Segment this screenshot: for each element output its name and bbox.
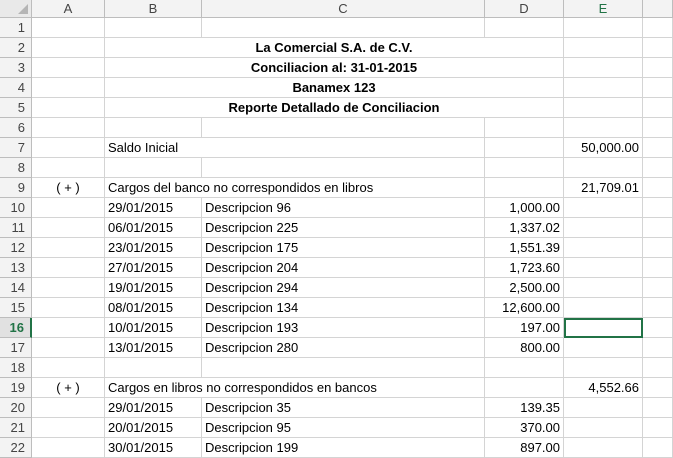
- item-description[interactable]: Descripcion 96: [202, 198, 485, 218]
- cell-e4[interactable]: [564, 78, 643, 98]
- column-header-a[interactable]: A: [32, 0, 105, 18]
- cell-d1[interactable]: [485, 18, 564, 38]
- cell-f3[interactable]: [643, 58, 673, 78]
- item-amount[interactable]: 1,000.00: [485, 198, 564, 218]
- report-company-name[interactable]: La Comercial S.A. de C.V.: [105, 38, 564, 58]
- row-header-11[interactable]: 11: [0, 218, 32, 238]
- cell-f16[interactable]: [643, 318, 673, 338]
- report-title[interactable]: Reporte Detallado de Conciliacion: [105, 98, 564, 118]
- cell-d19[interactable]: [485, 378, 564, 398]
- row-header-7[interactable]: 7: [0, 138, 32, 158]
- cell-f17[interactable]: [643, 338, 673, 358]
- table-row: [0, 218, 667, 238]
- cell-f22[interactable]: [643, 438, 673, 458]
- row-7: [0, 138, 667, 158]
- row-5: [0, 98, 667, 118]
- cell-e22[interactable]: [564, 438, 643, 458]
- cell-f18[interactable]: [643, 358, 673, 378]
- item-amount[interactable]: 12,600.00: [485, 298, 564, 318]
- row-header-6[interactable]: 6: [0, 118, 32, 138]
- item-description[interactable]: Descripcion 225: [202, 218, 485, 238]
- cell-f21[interactable]: [643, 418, 673, 438]
- row-header-2[interactable]: 2: [0, 38, 32, 58]
- cell-a2[interactable]: [32, 38, 105, 58]
- cell-b1[interactable]: [105, 18, 202, 38]
- row-4: [0, 78, 667, 98]
- section2-marker[interactable]: ( + ): [32, 378, 105, 398]
- item-date[interactable]: 20/01/2015: [105, 418, 202, 438]
- cell-f9[interactable]: [643, 178, 673, 198]
- cell-a14[interactable]: [32, 278, 105, 298]
- row-2: [0, 38, 667, 58]
- item-description[interactable]: Descripcion 95: [202, 418, 485, 438]
- cell-c8[interactable]: [202, 158, 485, 178]
- cell-e17[interactable]: [564, 338, 643, 358]
- item-description[interactable]: Descripcion 134: [202, 298, 485, 318]
- item-amount[interactable]: 1,723.60: [485, 258, 564, 278]
- row-header-13[interactable]: 13: [0, 258, 32, 278]
- item-date[interactable]: 27/01/2015: [105, 258, 202, 278]
- cell-a8[interactable]: [32, 158, 105, 178]
- cell-f10[interactable]: [643, 198, 673, 218]
- row-header-18[interactable]: 18: [0, 358, 32, 378]
- item-date[interactable]: 10/01/2015: [105, 318, 202, 338]
- item-amount[interactable]: 1,551.39: [485, 238, 564, 258]
- cell-f4[interactable]: [643, 78, 673, 98]
- section1-marker[interactable]: ( + ): [32, 178, 105, 198]
- row-18: [0, 358, 667, 378]
- cell-f20[interactable]: [643, 398, 673, 418]
- table-row: [0, 418, 667, 438]
- row-header-22[interactable]: 22: [0, 438, 32, 458]
- row-header-4[interactable]: 4: [0, 78, 32, 98]
- item-description[interactable]: Descripcion 193: [202, 318, 485, 338]
- section2-title[interactable]: Cargos en libros no correspondidos en bancos: [105, 378, 202, 398]
- item-amount[interactable]: 1,337.02: [485, 218, 564, 238]
- cell-d8[interactable]: [485, 158, 564, 178]
- cell-a15[interactable]: [32, 298, 105, 318]
- cell-a17[interactable]: [32, 338, 105, 358]
- table-row: [0, 258, 667, 278]
- cell-f19[interactable]: [643, 378, 673, 398]
- cell-c7[interactable]: [202, 138, 485, 158]
- section1-total[interactable]: 21,709.01: [564, 178, 643, 198]
- row-header-10[interactable]: 10: [0, 198, 32, 218]
- column-header-b[interactable]: B: [105, 0, 202, 18]
- item-date[interactable]: 19/01/2015: [105, 278, 202, 298]
- item-date[interactable]: 08/01/2015: [105, 298, 202, 318]
- cell-a16[interactable]: [32, 318, 105, 338]
- cell-b8[interactable]: [105, 158, 202, 178]
- cell-a18[interactable]: [32, 358, 105, 378]
- cell-f6[interactable]: [643, 118, 673, 138]
- table-row: [0, 398, 667, 418]
- cell-f8[interactable]: [643, 158, 673, 178]
- item-amount[interactable]: 2,500.00: [485, 278, 564, 298]
- cell-e3[interactable]: [564, 58, 643, 78]
- cell-c1[interactable]: [202, 18, 485, 38]
- item-description[interactable]: Descripcion 204: [202, 258, 485, 278]
- cell-e1[interactable]: [564, 18, 643, 38]
- cell-f13[interactable]: [643, 258, 673, 278]
- row-9: [0, 178, 667, 198]
- table-row: [0, 338, 667, 358]
- cell-e11[interactable]: [564, 218, 643, 238]
- cell-f14[interactable]: [643, 278, 673, 298]
- item-amount[interactable]: 370.00: [485, 418, 564, 438]
- item-amount[interactable]: 139.35: [485, 398, 564, 418]
- row-6: [0, 118, 667, 138]
- cell-e20[interactable]: [564, 398, 643, 418]
- row-header-20[interactable]: 20: [0, 398, 32, 418]
- cell-b18[interactable]: [105, 358, 202, 378]
- cell-c18[interactable]: [202, 358, 485, 378]
- row-header-5[interactable]: 5: [0, 98, 32, 118]
- cell-f1[interactable]: [643, 18, 673, 38]
- row-header-9[interactable]: 9: [0, 178, 32, 198]
- cell-e12[interactable]: [564, 238, 643, 258]
- cell-e10[interactable]: [564, 198, 643, 218]
- item-date[interactable]: 29/01/2015: [105, 198, 202, 218]
- row-header-12[interactable]: 12: [0, 238, 32, 258]
- table-row: [0, 198, 667, 218]
- cell-a4[interactable]: [32, 78, 105, 98]
- table-row: [0, 318, 667, 338]
- cell-c19[interactable]: [202, 378, 485, 398]
- cell-e18[interactable]: [564, 358, 643, 378]
- cell-d7[interactable]: [485, 138, 564, 158]
- column-header-d[interactable]: D: [485, 0, 564, 18]
- cell-a20[interactable]: [32, 398, 105, 418]
- row-header-1[interactable]: 1: [0, 18, 32, 38]
- cell-f2[interactable]: [643, 38, 673, 58]
- row-8: [0, 158, 667, 178]
- item-description[interactable]: Descripcion 294: [202, 278, 485, 298]
- cell-a7[interactable]: [32, 138, 105, 158]
- table-row: [0, 438, 667, 455]
- cell-a22[interactable]: [32, 438, 105, 458]
- row-header-8[interactable]: 8: [0, 158, 32, 178]
- column-header-f[interactable]: [643, 0, 673, 18]
- item-amount[interactable]: 897.00: [485, 438, 564, 458]
- cell-a1[interactable]: [32, 18, 105, 38]
- cell-c9[interactable]: [202, 178, 485, 198]
- saldo-inicial-value[interactable]: 50,000.00: [564, 138, 643, 158]
- cell-a13[interactable]: [32, 258, 105, 278]
- cell-f12[interactable]: [643, 238, 673, 258]
- column-header-e[interactable]: E: [564, 0, 643, 18]
- cell-d18[interactable]: [485, 358, 564, 378]
- cell-b6[interactable]: [105, 118, 202, 138]
- cell-a11[interactable]: [32, 218, 105, 238]
- table-row: [0, 238, 667, 258]
- item-description[interactable]: Descripcion 199: [202, 438, 485, 458]
- row-1: [0, 18, 667, 38]
- item-description[interactable]: Descripcion 280: [202, 338, 485, 358]
- cell-f5[interactable]: [643, 98, 673, 118]
- cell-a3[interactable]: [32, 58, 105, 78]
- cell-a5[interactable]: [32, 98, 105, 118]
- row-header-16[interactable]: 16: [0, 318, 32, 338]
- cell-e8[interactable]: [564, 158, 643, 178]
- item-date[interactable]: 29/01/2015: [105, 398, 202, 418]
- cell-e2[interactable]: [564, 38, 643, 58]
- row-3: [0, 58, 667, 78]
- section2-total[interactable]: 4,552.66: [564, 378, 643, 398]
- section1-title[interactable]: Cargos del banco no correspondidos en libros: [105, 178, 202, 198]
- cell-e5[interactable]: [564, 98, 643, 118]
- row-19: [0, 378, 667, 398]
- table-row: [0, 298, 667, 318]
- cell-d9[interactable]: [485, 178, 564, 198]
- item-description[interactable]: Descripcion 35: [202, 398, 485, 418]
- cell-e13[interactable]: [564, 258, 643, 278]
- row-header-21[interactable]: 21: [0, 418, 32, 438]
- item-date[interactable]: 23/01/2015: [105, 238, 202, 258]
- cell-a10[interactable]: [32, 198, 105, 218]
- item-amount[interactable]: 800.00: [485, 338, 564, 358]
- cell-e6[interactable]: [564, 118, 643, 138]
- cell-d6[interactable]: [485, 118, 564, 138]
- item-date[interactable]: 13/01/2015: [105, 338, 202, 358]
- cell-c6[interactable]: [202, 118, 485, 138]
- row-header-19[interactable]: 19: [0, 378, 32, 398]
- item-amount[interactable]: 197.00: [485, 318, 564, 338]
- cell-a12[interactable]: [32, 238, 105, 258]
- cell-a6[interactable]: [32, 118, 105, 138]
- select-all-corner[interactable]: [0, 0, 32, 18]
- item-description[interactable]: Descripcion 175: [202, 238, 485, 258]
- select-all-triangle-icon: [18, 4, 28, 14]
- row-header-14[interactable]: 14: [0, 278, 32, 298]
- item-date[interactable]: 30/01/2015: [105, 438, 202, 458]
- selected-cell-e16[interactable]: [564, 318, 643, 338]
- report-bank-account[interactable]: Banamex 123: [105, 78, 564, 98]
- cell-a21[interactable]: [32, 418, 105, 438]
- item-date[interactable]: 06/01/2015: [105, 218, 202, 238]
- cell-e14[interactable]: [564, 278, 643, 298]
- row-header-3[interactable]: 3: [0, 58, 32, 78]
- row-header-17[interactable]: 17: [0, 338, 32, 358]
- cell-e21[interactable]: [564, 418, 643, 438]
- cell-f7[interactable]: [643, 138, 673, 158]
- saldo-inicial-label[interactable]: Saldo Inicial: [105, 138, 202, 158]
- column-header-row: [0, 0, 667, 18]
- column-header-c[interactable]: C: [202, 0, 485, 18]
- cell-f11[interactable]: [643, 218, 673, 238]
- table-row: [0, 278, 667, 298]
- cell-e15[interactable]: [564, 298, 643, 318]
- row-header-15[interactable]: 15: [0, 298, 32, 318]
- report-date-line[interactable]: Conciliacion al: 31-01-2015: [105, 58, 564, 78]
- cell-f15[interactable]: [643, 298, 673, 318]
